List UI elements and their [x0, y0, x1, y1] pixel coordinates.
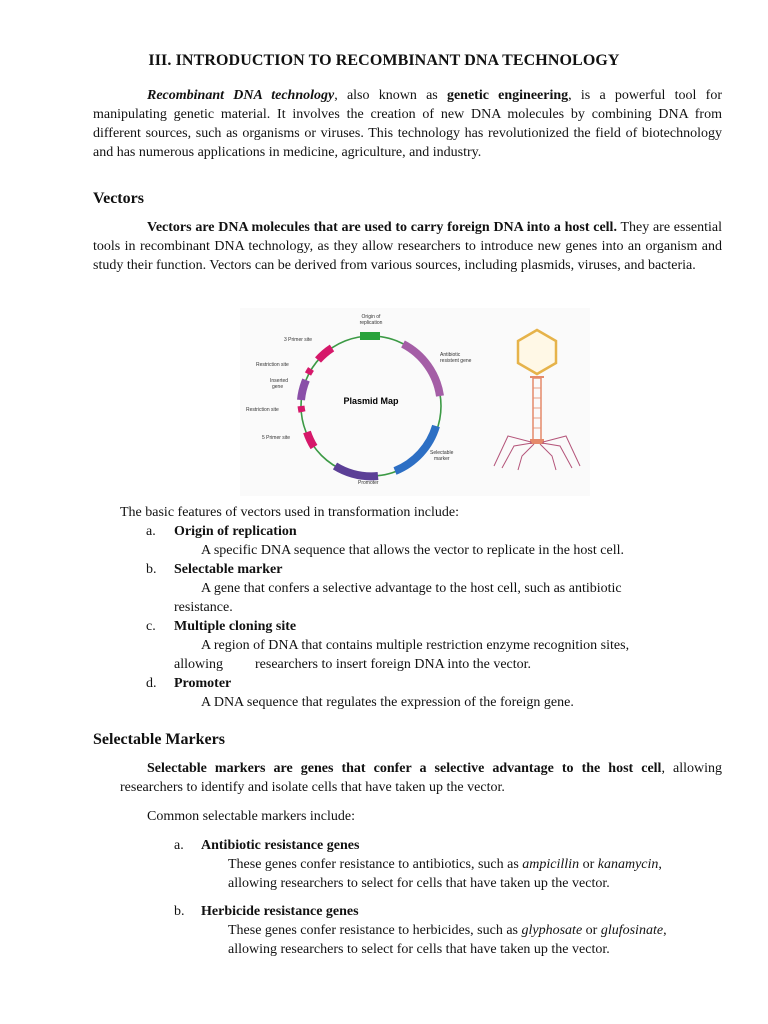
- feature-c-desc-cont-a: allowing: [174, 657, 223, 672]
- label-promoter: Promoter: [358, 480, 379, 486]
- feature-c-desc-cont-b: researchers to insert foreign DNA into the vector.: [255, 657, 532, 672]
- label-origin: Origin of replication: [359, 314, 383, 326]
- markers-common: Common selectable markers include:: [147, 809, 355, 824]
- feature-c-letter: c.: [146, 619, 156, 634]
- label-inserted: Inserted gene: [270, 378, 289, 390]
- phage-head: [518, 330, 556, 374]
- origin-segment: [360, 332, 380, 340]
- vectors-figure: [240, 308, 590, 496]
- term-genetic-engineering: genetic engineering: [446, 88, 569, 103]
- intro-paragraph: Recombinant DNA technology, also known as genetic engineering, is a powerful tool for manipulating genetic material. It involves the creation of new DNA molecules by combining DNA from different sources, such as organisms or viruses. This technology has revolutionized the field of biotechnology and has numerous applications in medicine, agriculture, and industry.: [93, 88, 722, 160]
- label-antibiotic: Antibiotic resistent gene: [440, 352, 472, 364]
- label-selectable: Selectable marker: [430, 450, 454, 462]
- feature-d-desc: A DNA sequence that regulates the expression of the foreign gene.: [201, 695, 574, 710]
- marker-b-letter: b.: [174, 904, 185, 919]
- label-restriction1: Restriction site: [256, 362, 289, 368]
- heading-selectable-markers: Selectable Markers: [93, 731, 225, 748]
- markers-paragraph: Selectable markers are genes that confer a selective advantage to the host cell, allowing researchers to identify and isolate cells that have taken up the vector.: [120, 761, 722, 795]
- plasmid-title: Plasmid Map: [343, 396, 399, 406]
- feature-d-letter: d.: [146, 676, 157, 691]
- marker-a-desc-cont: allowing researchers to select for cells that have taken up the vector.: [228, 876, 610, 891]
- label-primer3: 3 Primer site: [284, 337, 313, 343]
- feature-b-name: Selectable marker: [174, 562, 283, 577]
- feature-a-letter: a.: [146, 524, 156, 539]
- restriction-site1: [308, 369, 311, 374]
- marker-b-name: Herbicide resistance genes: [201, 904, 359, 919]
- marker-a-desc: These genes confer resistance to antibiotics, such as ampicillin or kanamycin,: [228, 857, 662, 872]
- label-primer5: 5 Primer site: [262, 435, 291, 441]
- feature-d-name: Promoter: [174, 676, 232, 691]
- restriction-site2: [301, 406, 302, 412]
- feature-c-name: Multiple cloning site: [174, 619, 297, 634]
- feature-a-desc: A specific DNA sequence that allows the vector to replicate in the host cell.: [201, 543, 624, 558]
- heading-vectors: Vectors: [93, 190, 144, 207]
- marker-b-desc-cont: allowing researchers to select for cells that have taken up the vector.: [228, 942, 610, 957]
- feature-b-desc: A gene that confers a selective advantage to the host cell, such as antibiotic: [201, 581, 622, 596]
- feature-b-letter: b.: [146, 562, 157, 577]
- vectors-paragraph: Vectors are DNA molecules that are used to carry foreign DNA into a host cell. They are essential tools in recombinant DNA technology, as they allow researchers to introduce new genes into an organism and study their function. Vectors can be derived from various sources, including plasmids, viruses, and bacteria.: [93, 220, 723, 273]
- marker-b-desc: These genes confer resistance to herbicides, such as glyphosate or glufosinate,: [228, 923, 667, 938]
- feature-c-desc: A region of DNA that contains multiple restriction enzyme recognition sites,: [201, 638, 630, 653]
- page-title: III. INTRODUCTION TO RECOMBINANT DNA TECHNOLOGY: [148, 52, 620, 69]
- marker-a-letter: a.: [174, 838, 184, 853]
- term-recombinant: Recombinant DNA technology: [147, 88, 335, 103]
- feature-a-name: Origin of replication: [174, 524, 297, 539]
- feature-b-desc-cont: resistance.: [174, 600, 233, 615]
- inserted-segment: [301, 380, 306, 400]
- marker-a-name: Antibiotic resistance genes: [201, 838, 360, 853]
- label-restriction2: Restriction site: [246, 407, 279, 413]
- features-intro: The basic features of vectors used in transformation include:: [120, 505, 459, 520]
